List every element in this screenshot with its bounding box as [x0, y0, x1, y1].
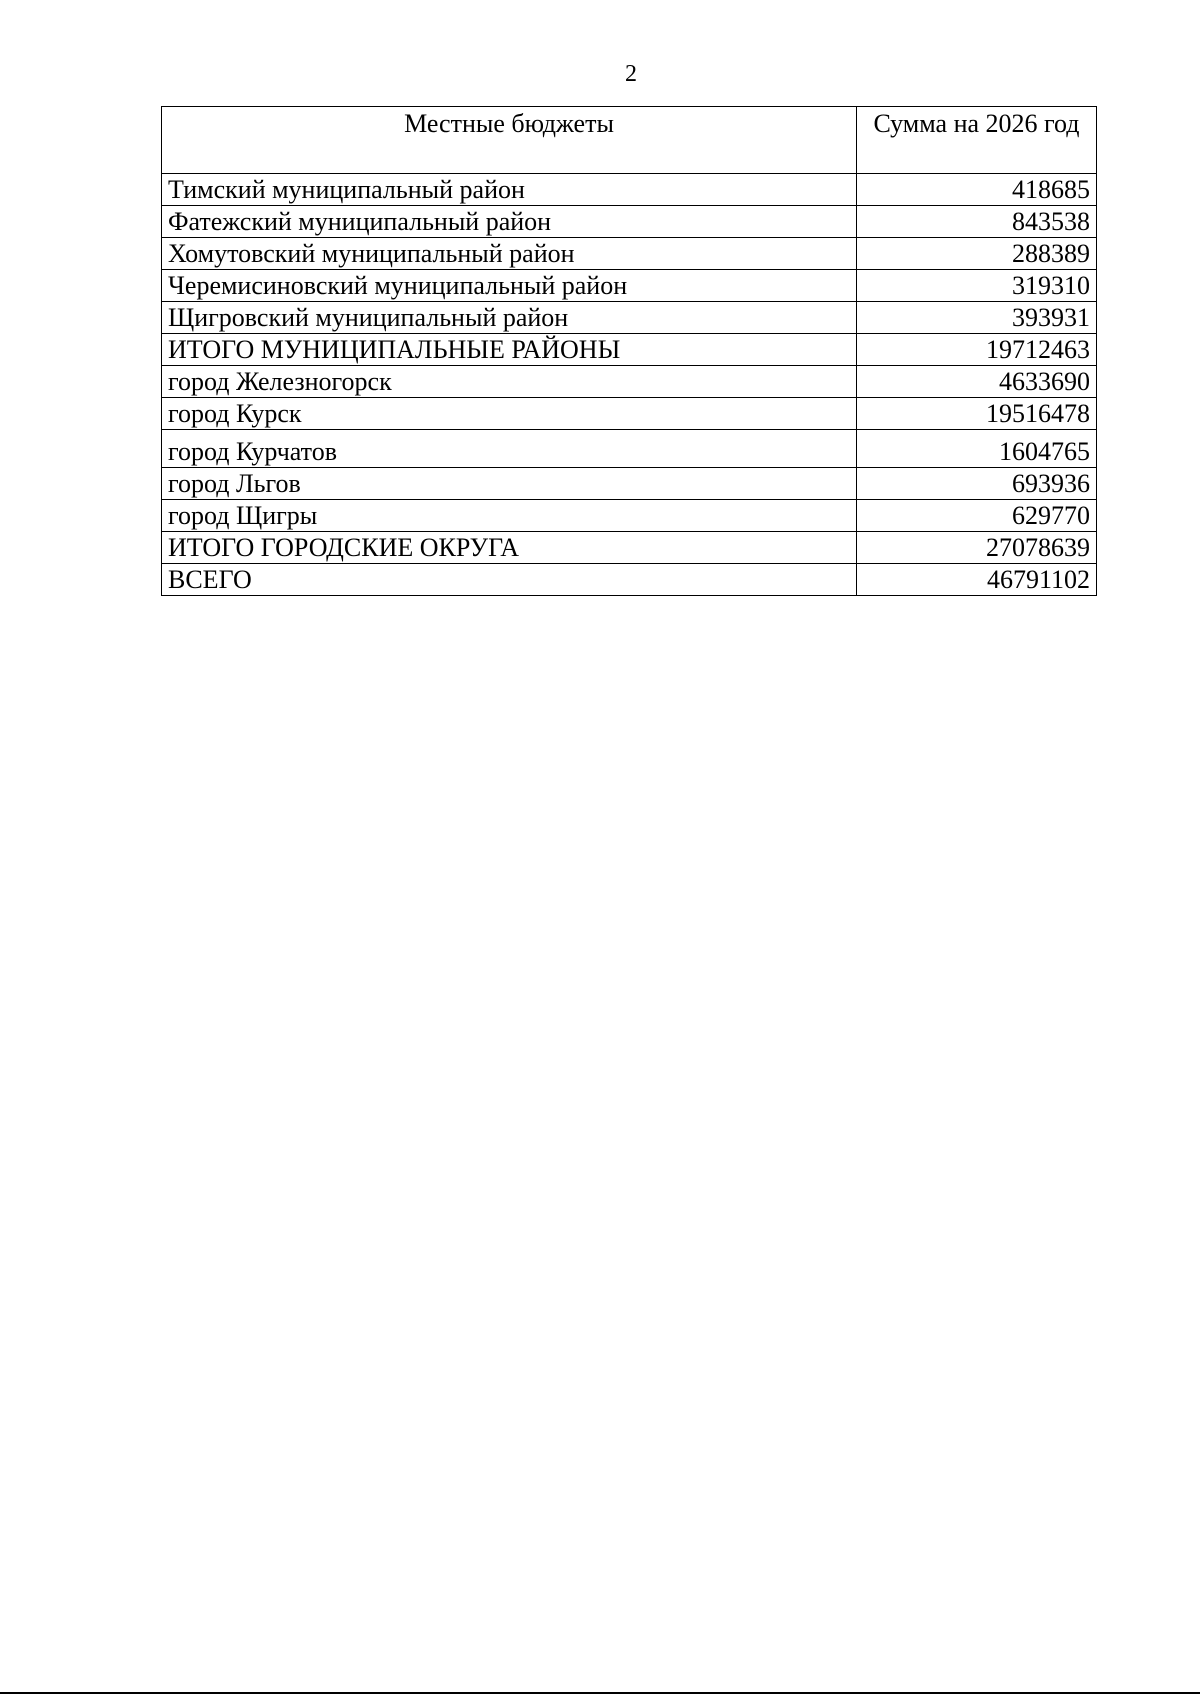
column-header-sum: Сумма на 2026 год [857, 107, 1097, 174]
row-name: Тимский муниципальный район [162, 174, 857, 206]
row-name: город Курск [162, 398, 857, 430]
table-row [162, 238, 1097, 270]
table-row [162, 500, 1097, 532]
grand-total-row [162, 564, 1097, 596]
row-sum: 4633690 [857, 366, 1097, 398]
subtotal-row [162, 532, 1097, 564]
table-header-row [162, 107, 1097, 174]
subtotal-row [162, 334, 1097, 366]
table-row [162, 430, 1097, 468]
row-name: Черемисиновский муниципальный район [162, 270, 857, 302]
page-bottom-rule [0, 1692, 1200, 1694]
table-row [162, 468, 1097, 500]
table-row [162, 174, 1097, 206]
row-sum: 46791102 [857, 564, 1097, 596]
row-sum: 319310 [857, 270, 1097, 302]
row-sum: 843538 [857, 206, 1097, 238]
table-row [162, 270, 1097, 302]
table-row [162, 398, 1097, 430]
row-sum: 27078639 [857, 532, 1097, 564]
row-name: Хомутовский муниципальный район [162, 238, 857, 270]
row-name: ВСЕГО [162, 564, 857, 596]
row-name: город Курчатов [162, 430, 857, 468]
row-name: город Железногорск [162, 366, 857, 398]
row-sum: 629770 [857, 500, 1097, 532]
row-sum: 1604765 [857, 430, 1097, 468]
column-header-name: Местные бюджеты [162, 107, 857, 174]
row-name: город Щигры [162, 500, 857, 532]
row-name: Фатежский муниципальный район [162, 206, 857, 238]
row-sum: 418685 [857, 174, 1097, 206]
row-sum: 693936 [857, 468, 1097, 500]
budget-table [161, 106, 1097, 596]
row-name: Щигровский муниципальный район [162, 302, 857, 334]
row-name: ИТОГО ГОРОДСКИЕ ОКРУГА [162, 532, 857, 564]
table-row [162, 302, 1097, 334]
row-sum: 19712463 [857, 334, 1097, 366]
page-number: 2 [625, 61, 637, 87]
row-sum: 393931 [857, 302, 1097, 334]
table-row [162, 206, 1097, 238]
row-name: город Льгов [162, 468, 857, 500]
row-sum: 288389 [857, 238, 1097, 270]
table-row [162, 366, 1097, 398]
row-sum: 19516478 [857, 398, 1097, 430]
row-name: ИТОГО МУНИЦИПАЛЬНЫЕ РАЙОНЫ [162, 334, 857, 366]
